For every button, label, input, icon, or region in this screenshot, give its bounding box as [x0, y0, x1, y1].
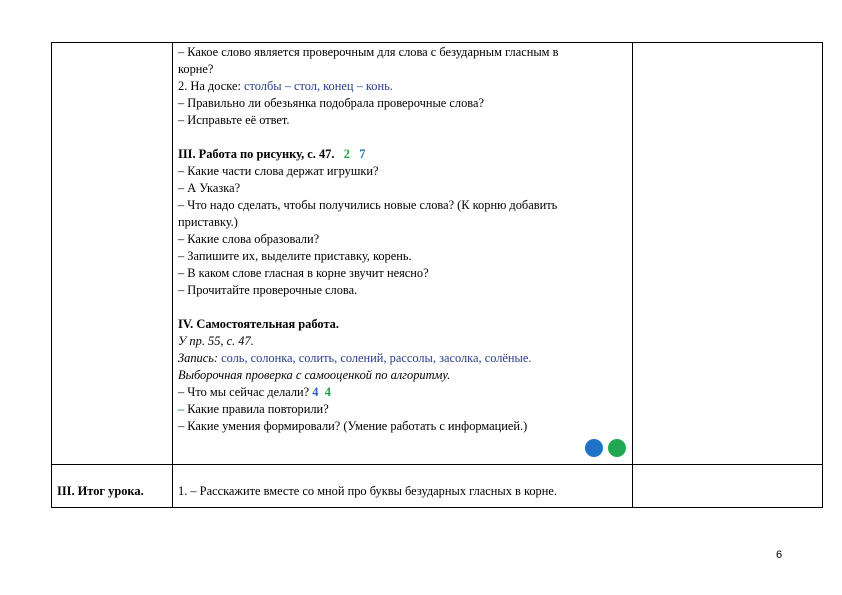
green-dash: – [178, 402, 185, 416]
exercise-ref: У пр. 55, с. 47. [178, 334, 254, 348]
blue-circle-icon [585, 439, 603, 457]
question-text: – Что мы сейчас делали? [178, 385, 310, 399]
question-line [178, 384, 627, 401]
text-line: приставку.) [178, 215, 238, 229]
text-line: – Что надо сделать, чтобы получились новые слова? (К корню добавить [178, 198, 558, 212]
section-heading [178, 146, 627, 163]
notes-cell [633, 43, 823, 465]
marker-number: 4 [312, 385, 319, 399]
text-line: – Запишите их, выделите приставку, корень. [178, 249, 412, 263]
summary-text: 1. – Расскажите вместе со мной про буквы безударных гласных в корне. [173, 465, 633, 508]
question-line [178, 401, 627, 418]
text-line: корне? [178, 62, 214, 76]
text-line: – В каком слове гласная в корне звучит неясно? [178, 266, 429, 280]
marker-number: 4 [324, 385, 331, 399]
notes-cell [633, 465, 823, 508]
record-line [178, 350, 627, 367]
section-title: IV. Самостоятельная работа. [178, 317, 339, 331]
board-label: 2. На доске: [178, 79, 244, 93]
content-cell [173, 43, 633, 465]
marker-number: 2 [343, 147, 350, 161]
marker-number: 7 [359, 147, 366, 161]
assessment-markers [585, 439, 626, 457]
board-words: столбы – стол, конец – конь. [244, 79, 393, 93]
text-line: – Правильно ли обезьянка подобрала проверочные слова? [178, 96, 484, 110]
text-line: – А Указка? [178, 181, 241, 195]
board-line [178, 78, 627, 95]
text-line: – Исправьте её ответ. [178, 113, 290, 127]
stage-cell [52, 43, 173, 465]
text-line: – Какие умения формировали? (Умение работать с информацией.) [178, 419, 528, 433]
text-line: Выборочная проверка с самооценкой по алгоритму. [178, 368, 451, 382]
text-line: – Какие части слова держат игрушки? [178, 164, 379, 178]
text-line: – Какие слова образовали? [178, 232, 320, 246]
lesson-table [51, 42, 823, 508]
text-line: – Прочитайте проверочные слова. [178, 283, 358, 297]
green-circle-icon [608, 439, 626, 457]
record-label: Запись: [178, 351, 218, 365]
text-line: – Какое слово является проверочным для слова с безударным гласным в [178, 45, 559, 59]
page-number: 6 [776, 549, 783, 561]
stage-label: III. Итог урока. [52, 465, 173, 508]
lesson-stage-row [52, 43, 823, 465]
lesson-summary-row [52, 465, 823, 508]
section-title: III. Работа по рисунку, с. 47. [178, 147, 335, 161]
question-text: Какие правила повторили? [184, 402, 329, 416]
record-words: соль, солонка, солить, солений, рассолы, засолка, солёные. [218, 351, 532, 365]
